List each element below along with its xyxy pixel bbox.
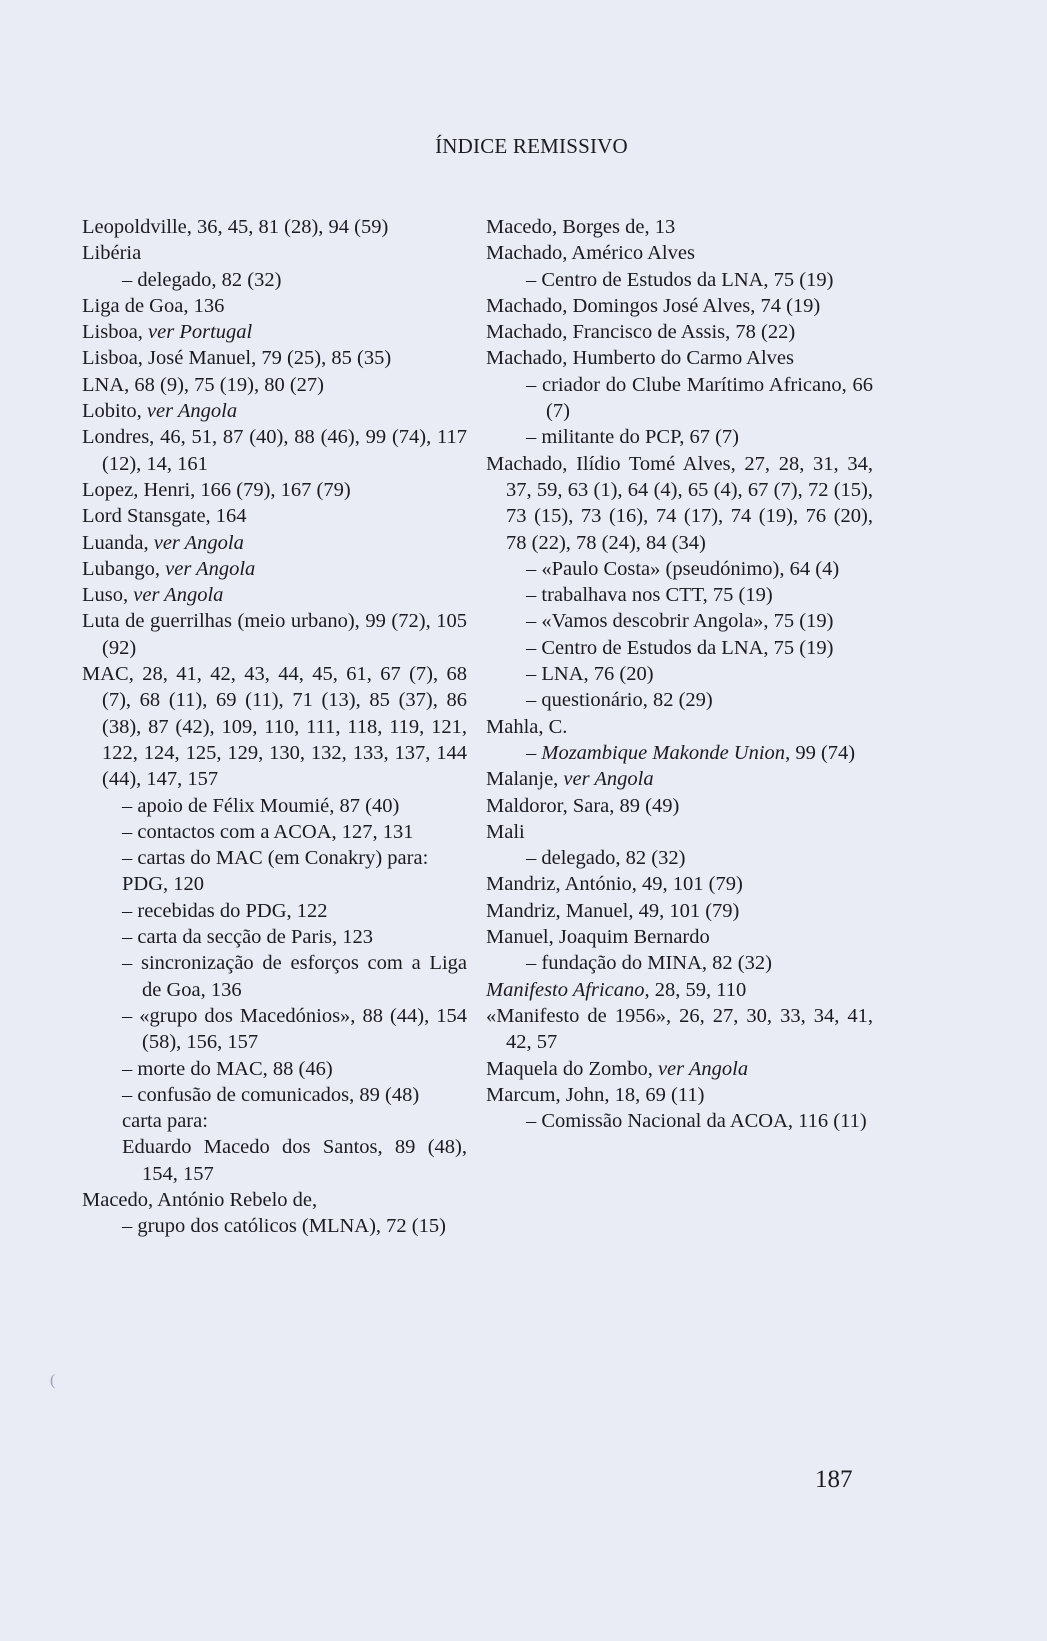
- index-column-left: [82, 214, 467, 1240]
- entry-text-italic: ver Angola: [657, 1057, 749, 1080]
- index-entry: [486, 240, 873, 266]
- index-column-right: [486, 214, 873, 1134]
- index-entry: [82, 240, 467, 266]
- entry-text: Lisboa,: [82, 321, 149, 344]
- entry-text: Londres, 46, 51, 87 (40), 88 (46), 99 (74), 117 (12), 14, 161: [82, 426, 467, 475]
- entry-text: – delegado, 82 (32): [122, 268, 282, 291]
- entry-text: – fundação do MINA, 82 (32): [526, 952, 772, 975]
- entry-text: Lisboa, José Manuel, 79 (25), 85 (35): [82, 347, 392, 370]
- index-subentry: [82, 1108, 467, 1134]
- entry-text: Mandriz, Manuel, 49, 101 (79): [486, 899, 740, 922]
- entry-text-italic: ver Angola: [153, 531, 244, 554]
- entry-text-italic: ver Angola: [563, 768, 654, 791]
- index-subentry: [82, 1134, 467, 1187]
- index-subentry: [82, 267, 467, 293]
- index-entry: [486, 293, 873, 319]
- index-entry: [486, 714, 873, 740]
- entry-text: MAC, 28, 41, 42, 43, 44, 45, 61, 67 (7), 68 (7), 68 (11), 69 (11), 71 (13), 85 (37), 86 (38), 87 (42), 109, 110, 111, 118, 119, 121, 122, 124, 125, 129, 130, 132, 133, 137, 144 (44), 147, 157: [82, 663, 467, 791]
- entry-text: – LNA, 76 (20): [526, 663, 654, 686]
- entry-text: carta para:: [122, 1110, 208, 1133]
- entry-text: Maquela do Zombo,: [486, 1057, 658, 1080]
- entry-text: Machado, Ilídio Tomé Alves, 27, 28, 31, 34, 37, 59, 63 (1), 64 (4), 65 (4), 67 (7), 72 (15), 73 (15), 73 (16), 74 (17), 74 (19), 76 (20), 78 (22), 78 (24), 84 (34): [486, 452, 873, 554]
- index-entry: [486, 819, 873, 845]
- index-subentry: [82, 819, 467, 845]
- index-entry: [82, 424, 467, 477]
- entry-text: , 28, 59, 110: [644, 978, 747, 1001]
- entry-text: Lobito,: [82, 400, 147, 423]
- index-entry: [82, 608, 467, 661]
- index-entry: [486, 451, 873, 556]
- entry-text: Maldoror, Sara, 89 (49): [486, 794, 680, 817]
- entry-text: Macedo, António Rebelo de,: [82, 1188, 318, 1211]
- entry-text: Leopoldville, 36, 45, 81 (28), 94 (59): [82, 216, 389, 238]
- index-subentry: [82, 1003, 467, 1056]
- index-entry: [82, 477, 467, 503]
- entry-text: Luanda,: [82, 531, 154, 554]
- entry-text: – militante do PCP, 67 (7): [526, 426, 739, 449]
- index-entry: [82, 582, 467, 608]
- index-entry: [486, 793, 873, 819]
- entry-text: – Centro de Estudos da LNA, 75 (19): [526, 636, 834, 659]
- index-entry: [486, 898, 873, 924]
- index-subentry: [486, 424, 873, 450]
- index-subentry: [486, 372, 873, 425]
- index-entry: [82, 319, 467, 345]
- entry-text-italic: ver Angola: [146, 400, 238, 423]
- entry-text: – trabalhava nos CTT, 75 (19): [526, 584, 773, 607]
- index-entry: [486, 924, 873, 950]
- entry-text: – delegado, 82 (32): [526, 847, 686, 870]
- index-subentry: [82, 1082, 467, 1108]
- entry-text: Libéria: [82, 242, 142, 265]
- entry-text: – Comissão Nacional da ACOA, 116 (11): [526, 1110, 867, 1133]
- entry-text: LNA, 68 (9), 75 (19), 80 (27): [82, 373, 324, 396]
- entry-text: – criador do Clube Marítimo Africano, 66 (7): [526, 373, 873, 423]
- entry-text-italic: ver Portugal: [148, 321, 253, 344]
- index-subentry: [486, 950, 873, 976]
- entry-text: – cartas do MAC (em Conakry) para:: [122, 847, 429, 870]
- entry-text: Luso,: [82, 584, 134, 607]
- index-entry: [486, 871, 873, 897]
- index-entry: [486, 345, 873, 371]
- index-subentry: [82, 1056, 467, 1082]
- entry-text: Malanje,: [486, 768, 564, 791]
- entry-text: Mandriz, António, 49, 101 (79): [486, 873, 743, 896]
- entry-text: – confusão de comunicados, 89 (48): [122, 1083, 420, 1106]
- index-subentry: [82, 871, 467, 897]
- index-subentry: [486, 556, 873, 582]
- entry-text-italic: ver Angola: [133, 584, 224, 607]
- entry-text: – «Vamos descobrir Angola», 75 (19): [526, 610, 834, 633]
- entry-text: Marcum, John, 18, 69 (11): [486, 1083, 705, 1106]
- entry-text: PDG, 120: [122, 873, 205, 896]
- index-entry: [486, 319, 873, 345]
- index-subentry: [486, 740, 873, 766]
- index-entry: [82, 556, 467, 582]
- entry-text: Eduardo Macedo dos Santos, 89 (48), 154, 157: [122, 1136, 467, 1185]
- entry-text: – recebidas do PDG, 122: [122, 899, 328, 922]
- index-entry: [486, 1003, 873, 1056]
- entry-text: – sincronização de esforços com a Liga de Goa, 136: [122, 952, 467, 1001]
- index-subentry: [486, 661, 873, 687]
- entry-text: – morte do MAC, 88 (46): [122, 1057, 333, 1080]
- index-subentry: [486, 608, 873, 634]
- index-subentry: [82, 793, 467, 819]
- entry-text: Lord Stansgate, 164: [82, 505, 247, 528]
- index-subentry: [486, 635, 873, 661]
- index-subentry: [486, 845, 873, 871]
- entry-text: Mahla, C.: [486, 715, 568, 738]
- entry-text: Luta de guerrilhas (meio urbano), 99 (72), 105 (92): [82, 610, 467, 659]
- entry-text: Machado, Domingos José Alves, 74 (19): [486, 294, 821, 317]
- index-entry: [82, 661, 467, 792]
- index-subentry: [82, 898, 467, 924]
- index-entry: [82, 214, 467, 240]
- index-entry: [82, 503, 467, 529]
- entry-text: – questionário, 82 (29): [526, 689, 713, 712]
- index-entry: [82, 372, 467, 398]
- entry-text: – grupo dos católicos (MLNA), 72 (15): [122, 1215, 446, 1238]
- entry-text: –: [526, 741, 542, 764]
- page-title: ÍNDICE REMISSIVO: [435, 134, 628, 158]
- entry-text: – «grupo dos Macedónios», 88 (44), 154 (58), 156, 157: [122, 1004, 467, 1054]
- index-subentry: [486, 267, 873, 293]
- entry-text: «Manifesto de 1956», 26, 27, 30, 33, 34, 41, 42, 57: [486, 1004, 873, 1054]
- index-entry: [486, 766, 873, 792]
- entry-text: Machado, Humberto do Carmo Alves: [486, 347, 795, 370]
- entry-text: Lopez, Henri, 166 (79), 167 (79): [82, 478, 351, 501]
- index-entry: [82, 398, 467, 424]
- index-entry: [486, 977, 873, 1003]
- entry-text: – «Paulo Costa» (pseudónimo), 64 (4): [526, 557, 840, 580]
- index-subentry: [486, 1108, 873, 1134]
- index-subentry: [486, 582, 873, 608]
- entry-text: – carta da secção de Paris, 123: [122, 926, 374, 949]
- entry-text: Macedo, Borges de, 13: [486, 216, 676, 238]
- index-entry: [82, 293, 467, 319]
- index-subentry: [82, 950, 467, 1003]
- index-entry: [82, 530, 467, 556]
- index-subentry: [82, 1213, 467, 1239]
- index-entry: [82, 345, 467, 371]
- entry-text: Mali: [486, 820, 525, 843]
- index-entry: [82, 1187, 467, 1213]
- entry-text: – contactos com a ACOA, 127, 131: [122, 820, 414, 843]
- index-entry: [486, 1082, 873, 1108]
- entry-text-italic: Mozambique Makonde Union: [541, 741, 786, 764]
- entry-text: Liga de Goa, 136: [82, 294, 225, 317]
- entry-text: Machado, Américo Alves: [486, 242, 695, 265]
- entry-text: – Centro de Estudos da LNA, 75 (19): [526, 268, 834, 291]
- entry-text: Manuel, Joaquim Bernardo: [486, 926, 710, 949]
- entry-text-italic: ver Angola: [165, 557, 256, 580]
- entry-text-italic: Manifesto Africano: [486, 978, 645, 1001]
- entry-text: – apoio de Félix Moumié, 87 (40): [122, 794, 400, 817]
- page-number: 187: [815, 1466, 853, 1493]
- entry-text: , 99 (74): [785, 741, 856, 764]
- index-entry: [486, 1056, 873, 1082]
- entry-text: Lubango,: [82, 557, 166, 580]
- index-entry: [486, 214, 873, 240]
- index-subentry: [82, 845, 467, 871]
- index-subentry: [82, 924, 467, 950]
- entry-text: Machado, Francisco de Assis, 78 (22): [486, 321, 796, 344]
- index-subentry: [486, 687, 873, 713]
- scan-artifact-mark: (: [50, 1372, 56, 1389]
